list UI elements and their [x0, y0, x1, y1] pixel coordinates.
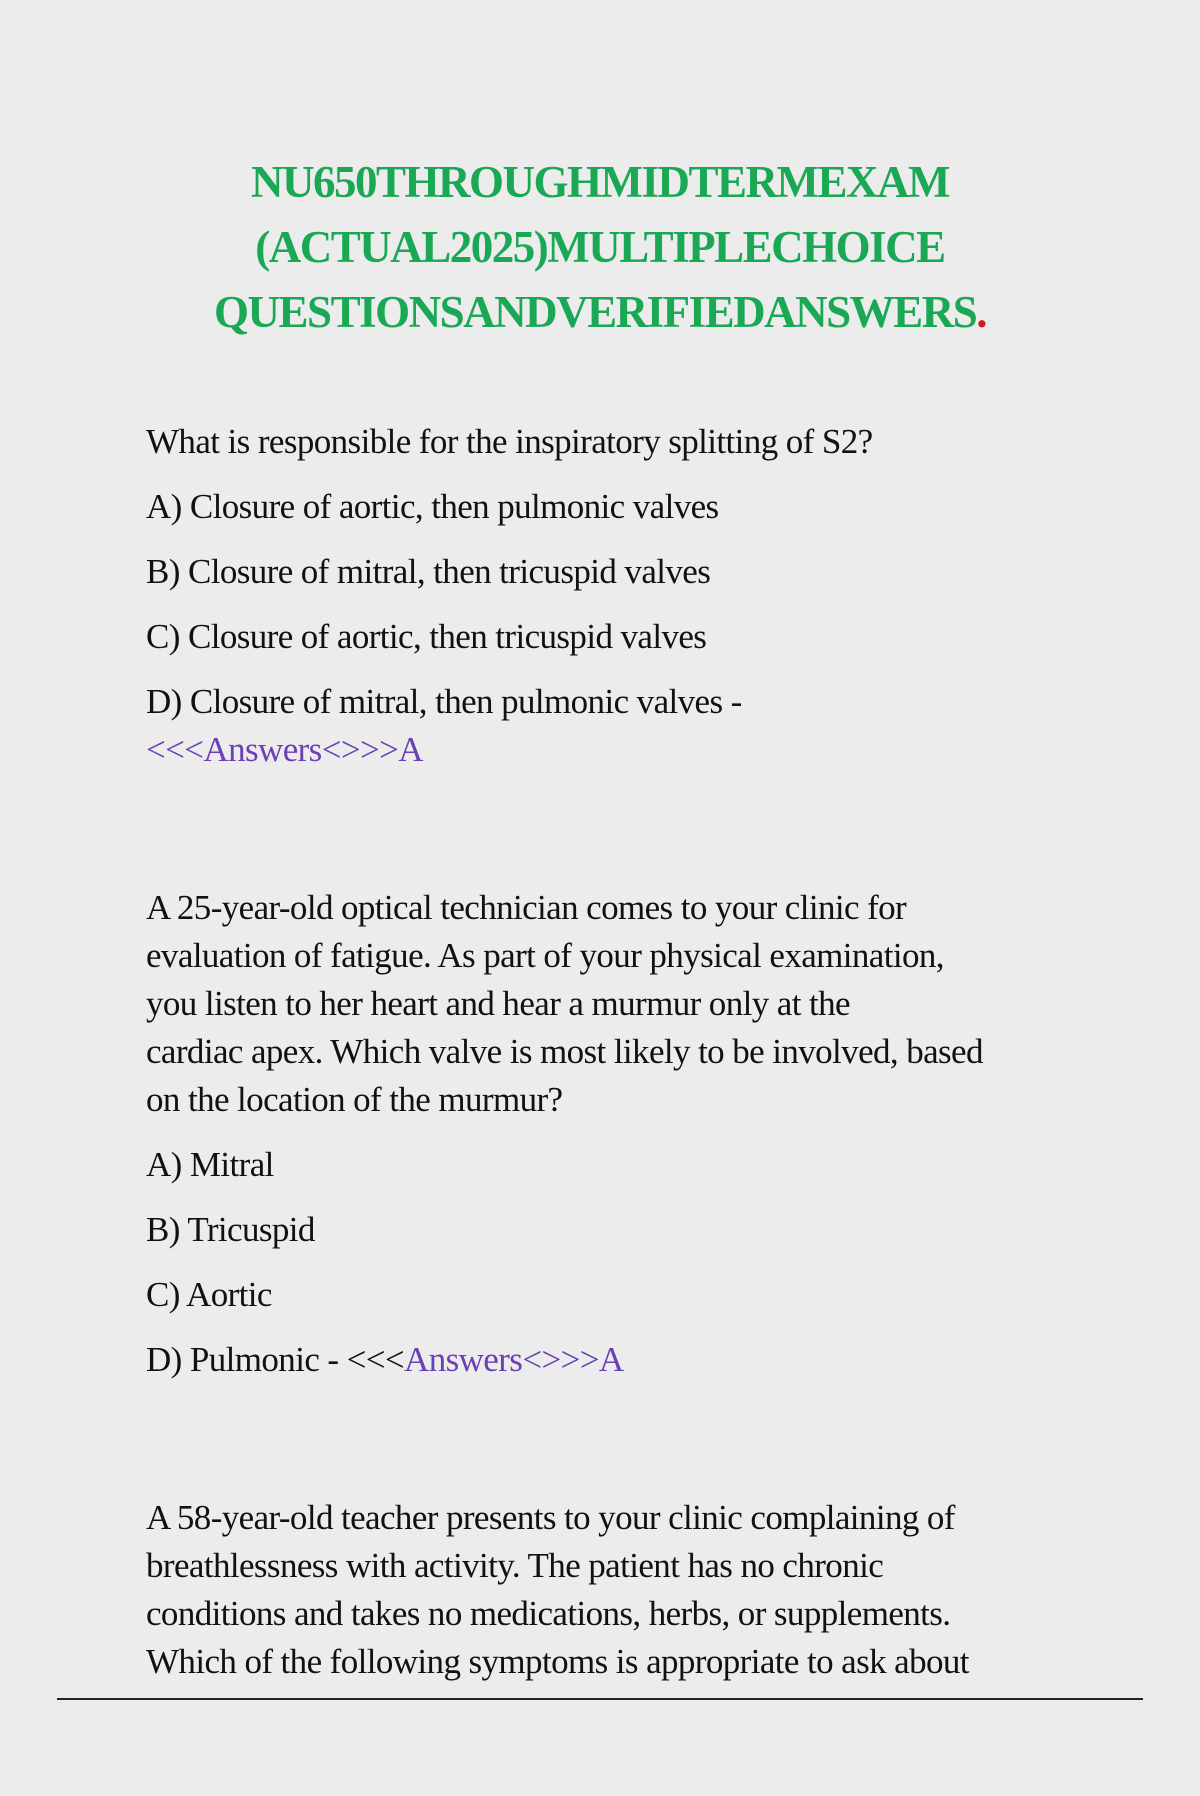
question-2-text-line-3: you listen to her heart and hear a murmur only at the	[146, 984, 850, 1023]
question-1-option-b: B) Closure of mitral, then tricuspid valves	[146, 552, 711, 591]
title-line-3	[150, 280, 1050, 345]
question-3	[146, 1494, 1066, 1686]
question-3-text-line-3: conditions and takes no medications, herbs, or supplements.	[146, 1594, 951, 1633]
title-line-1: NU650THROUGHMIDTERMEXAM	[251, 157, 949, 207]
question-2-option-c: C) Aortic	[146, 1275, 272, 1314]
question-2-answer: Answers<>>>A	[404, 1340, 624, 1379]
question-1-option-c: C) Closure of aortic, then tricuspid valves	[146, 617, 707, 656]
question-2-text-line-1: A 25-year-old optical technician comes to your clinic for	[146, 888, 907, 927]
question-2-option-d	[146, 1336, 1066, 1384]
question-1-answer: <<<Answers<>>>A	[146, 730, 423, 769]
question-2-option-b: B) Tricuspid	[146, 1210, 315, 1249]
question-1-option-d: D) Closure of mitral, then pulmonic valves -	[146, 682, 742, 721]
question-1	[146, 418, 1066, 774]
title-line-3-text: QUESTIONSANDVERIFIEDANSWERS	[214, 287, 977, 337]
question-1-option-a: A) Closure of aortic, then pulmonic valves	[146, 487, 719, 526]
question-3-text	[146, 1494, 1066, 1686]
question-3-text-line-4: Which of the following symptoms is appropriate to ask about	[146, 1642, 969, 1681]
question-2-option-d-text: D) Pulmonic - <<<	[146, 1340, 405, 1379]
question-2-text-line-5: on the location of the murmur?	[146, 1080, 563, 1119]
title-line-2: (ACTUAL2025)MULTIPLECHOICE	[255, 222, 945, 272]
question-2-option-a: A) Mitral	[146, 1145, 274, 1184]
title-period: .	[976, 287, 986, 337]
question-3-text-line-1: A 58-year-old teacher presents to your clinic complaining of	[146, 1498, 955, 1537]
document-title	[150, 150, 1050, 345]
question-2	[146, 884, 1066, 1384]
question-3-text-line-2: breathlessness with activity. The patient has no chronic	[146, 1546, 884, 1585]
question-2-text-line-4: cardiac apex. Which valve is most likely to be involved, based	[146, 1032, 983, 1071]
question-1-text: What is responsible for the inspiratory splitting of S2?	[146, 422, 873, 461]
document-body	[146, 418, 1066, 1796]
question-2-text-line-2: evaluation of fatigue. As part of your physical examination,	[146, 936, 944, 975]
question-2-text	[146, 884, 1066, 1124]
